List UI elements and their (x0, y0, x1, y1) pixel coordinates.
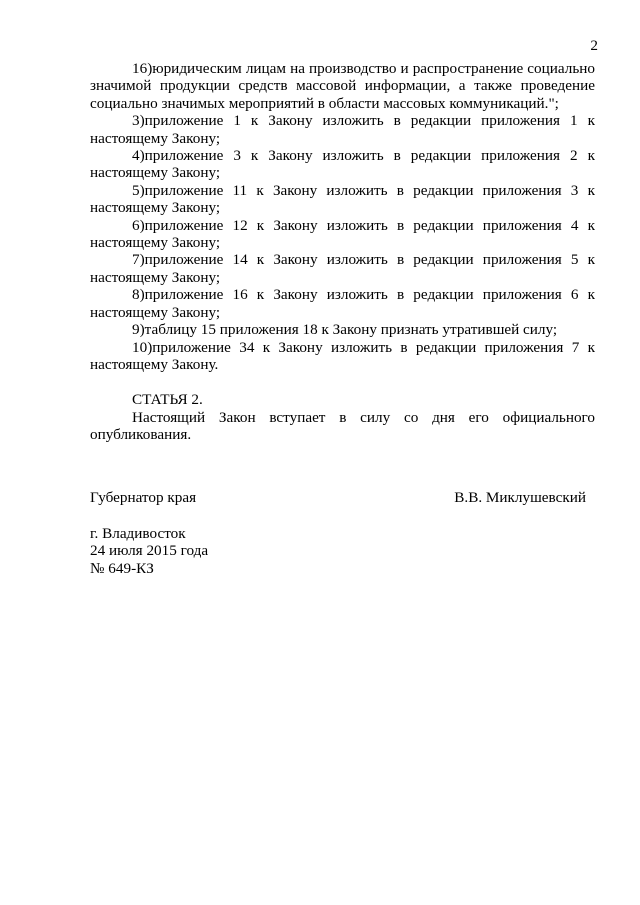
article-heading: СТАТЬЯ 2. (132, 391, 203, 409)
signatory-name: В.В. Миклушевский (454, 489, 586, 506)
list-item-9: 9)таблицу 15 приложения 18 к Закону признать утратившей силу; (132, 321, 558, 339)
list-item-8: 8)приложение 16 к Закону изложить в редакции приложения 6 к настоящему Закону; (90, 286, 595, 321)
city: г. Владивосток (90, 525, 186, 542)
place-date-block (90, 525, 208, 577)
list-item-7: 7)приложение 14 к Закону изложить в редакции приложения 5 к настоящему Закону; (90, 251, 595, 286)
list-item-4: 4)приложение 3 к Закону изложить в редакции приложения 2 к настоящему Закону; (90, 147, 595, 182)
list-item-16: 16)юридическим лицам на производство и распространение социально значимой продукции средств массовой информации, а также проведение социально значимых мероприятий в области массовых коммуникаций."; (90, 60, 595, 112)
list-item-3: 3)приложение 1 к Закону изложить в редакции приложения 1 к настоящему Закону; (90, 112, 595, 147)
signature-block (90, 489, 586, 506)
list-item-6: 6)приложение 12 к Закону изложить в редакции приложения 4 к настоящему Закону; (90, 216, 595, 252)
date: 24 июля 2015 года (90, 542, 209, 560)
page-number: 2 (590, 37, 598, 54)
list-item-5: 5)приложение 11 к Закону изложить в редакции приложения 3 к настоящему Закону; (90, 181, 595, 217)
document-body (90, 60, 595, 444)
article-text: Настоящий Закон вступает в силу со дня его официального опубликования. (90, 408, 595, 444)
list-item-10: 10)приложение 34 к Закону изложить в редакции приложения 7 к настоящему Закону. (90, 338, 595, 373)
signatory-title: Губернатор края (90, 489, 197, 506)
spacer (90, 373, 595, 391)
law-number: № 649-КЗ (90, 559, 154, 577)
